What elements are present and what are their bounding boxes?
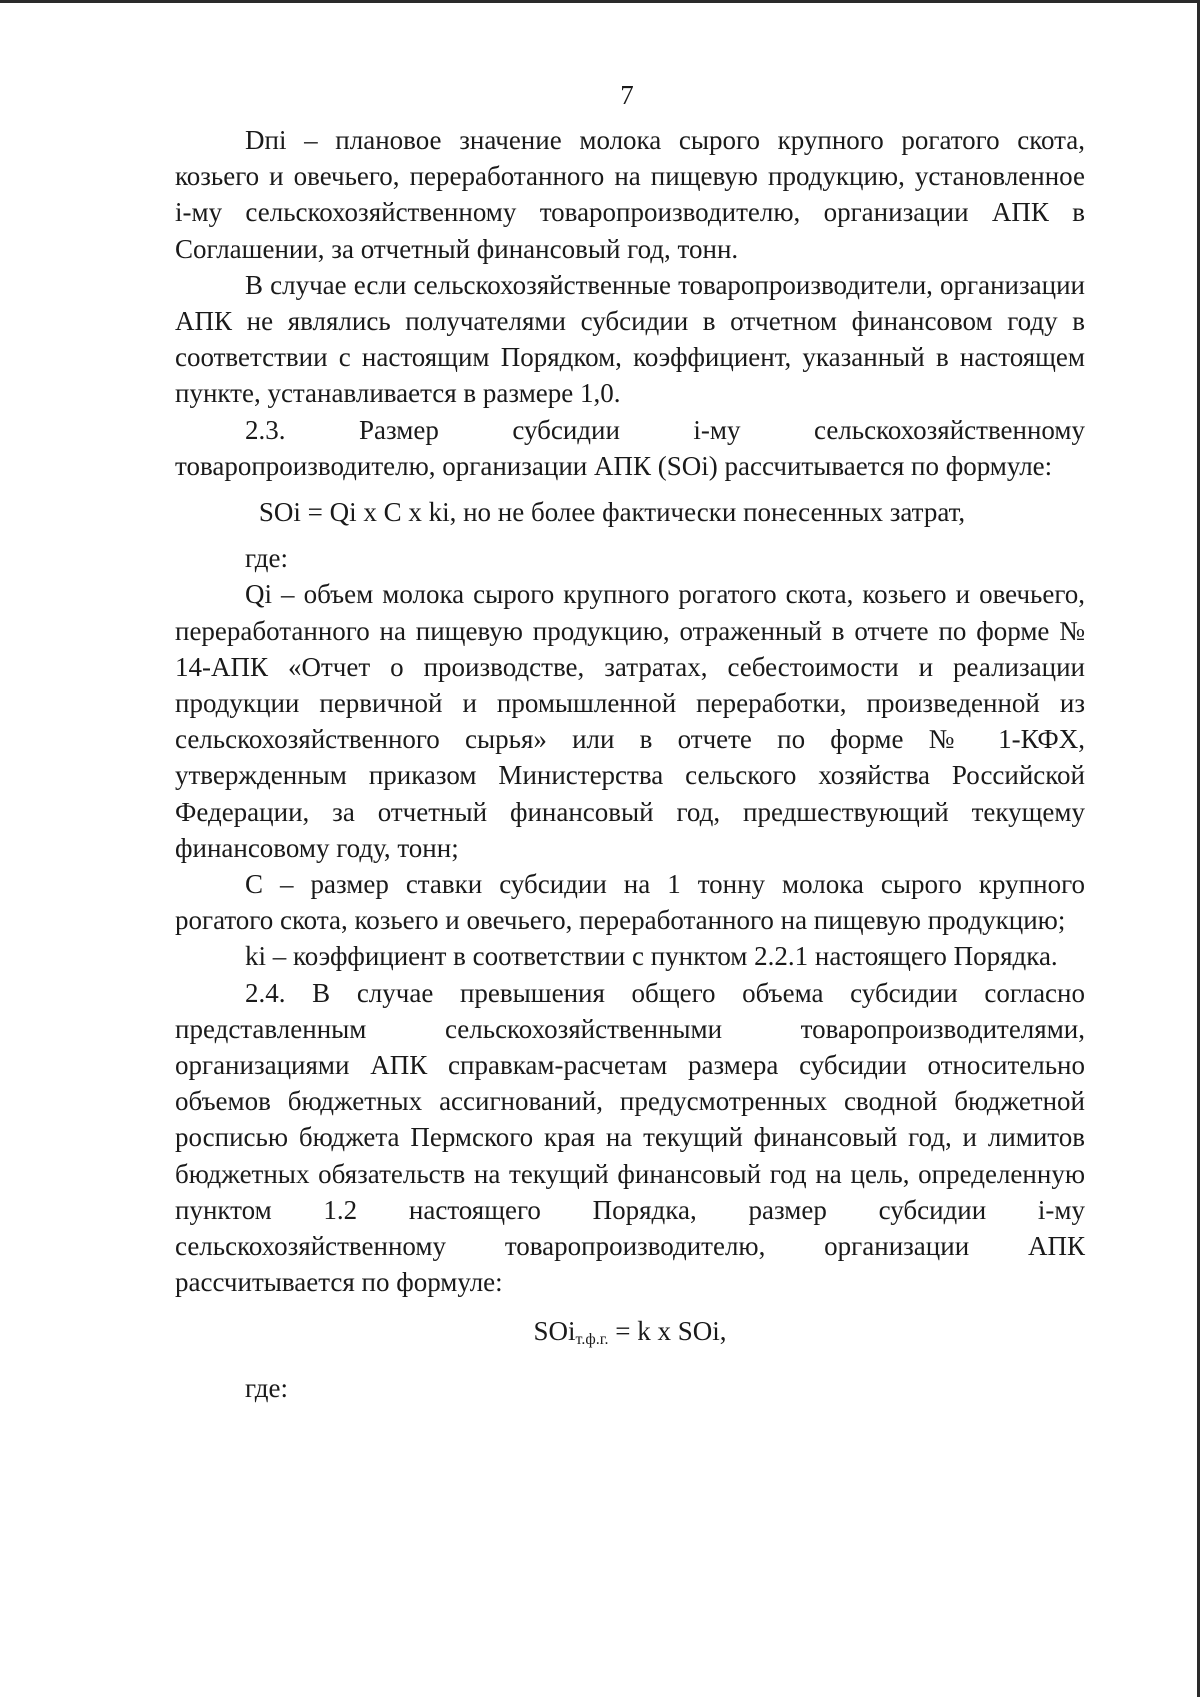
paragraph-c-definition: С – размер ставки субсидии на 1 тонну молока сырого крупного рогатого скота, козьего и овечьего, переработанного на пищевую продукцию; — [175, 869, 1085, 936]
where-label-2: где: — [245, 1372, 288, 1403]
paragraph-qi-definition: Qi – объем молока сырого крупного рогатого скота, козьего и овечьего, переработанного на пищевую продукцию, отраженный в отчете по форме № 14-АПК «Отчет о производстве, затратах, себестоимости и реализации продукции первичной и промышленной переработки, произведенной из сельскохозяйственного сырья» или в отчете по форме № 1-КФХ, утвержденным приказом Министерства сельского хозяйства Российской Федерации, за отчетный финансовый год, предшествующий текущему финансовому году, тонн; — [175, 579, 1085, 863]
paragraph-2-3: 2.3. Размер субсидии i-му сельскохозяйственному товаропроизводителю, организации АПК (SOi) рассчитывается по формуле: — [175, 414, 1085, 481]
formula-2-lhs: SOi — [533, 1315, 576, 1346]
where-label-1: где: — [245, 543, 288, 574]
paragraph-dpi-definition: Dпi – плановое значение молока сырого крупного рогатого скота, козьего и овечьего, переработанного на пищевую продукцию, установленное i-му сельскохозяйственному товаропроизводителю, организации АПК в Соглашении, за отчетный финансовый год, тонн. — [175, 125, 1085, 264]
paragraph-ki-definition: ki – коэффициент в соответствии с пунктом 2.2.1 настоящего Порядка. — [245, 941, 1058, 972]
document-body — [175, 122, 1085, 1406]
paragraph-2-4: 2.4. В случае превышения общего объема субсидии согласно представленным сельскохозяйственными товаропроизводителями, организациями АПК справкам-расчетам размера субсидии относительно объемов бюджетных ассигнований, предусмотренных сводной бюджетной росписью бюджета Пермского края на текущий финансовый год, и лимитов бюджетных обязательств на текущий финансовый год на цель, определенную пунктом 1.2 настоящего Порядка, размер субсидии i-му сельскохозяйственному товаропроизводителю, организации АПК рассчитывается по формуле: — [175, 977, 1085, 1298]
paragraph-coefficient-default: В случае если сельскохозяйственные товаропроизводители, организации АПК не являлись получателями субсидии в отчетном финансовом году в соответствии с настоящим Порядком, коэффициент, указанный в настоящем пункте, устанавливается в размере 1,0. — [175, 269, 1085, 409]
scan-edge-top — [0, 0, 1200, 3]
formula-soi-tfg — [175, 1313, 1085, 1358]
formula-2-rhs: = k x SOi, — [608, 1315, 727, 1346]
formula-soi: SOi = Qi x C x ki, но не более фактически понесенных затрат, — [258, 497, 966, 528]
formula-2-subscript: т.ф.г. — [575, 1330, 609, 1348]
page-number: 7 — [620, 80, 634, 110]
